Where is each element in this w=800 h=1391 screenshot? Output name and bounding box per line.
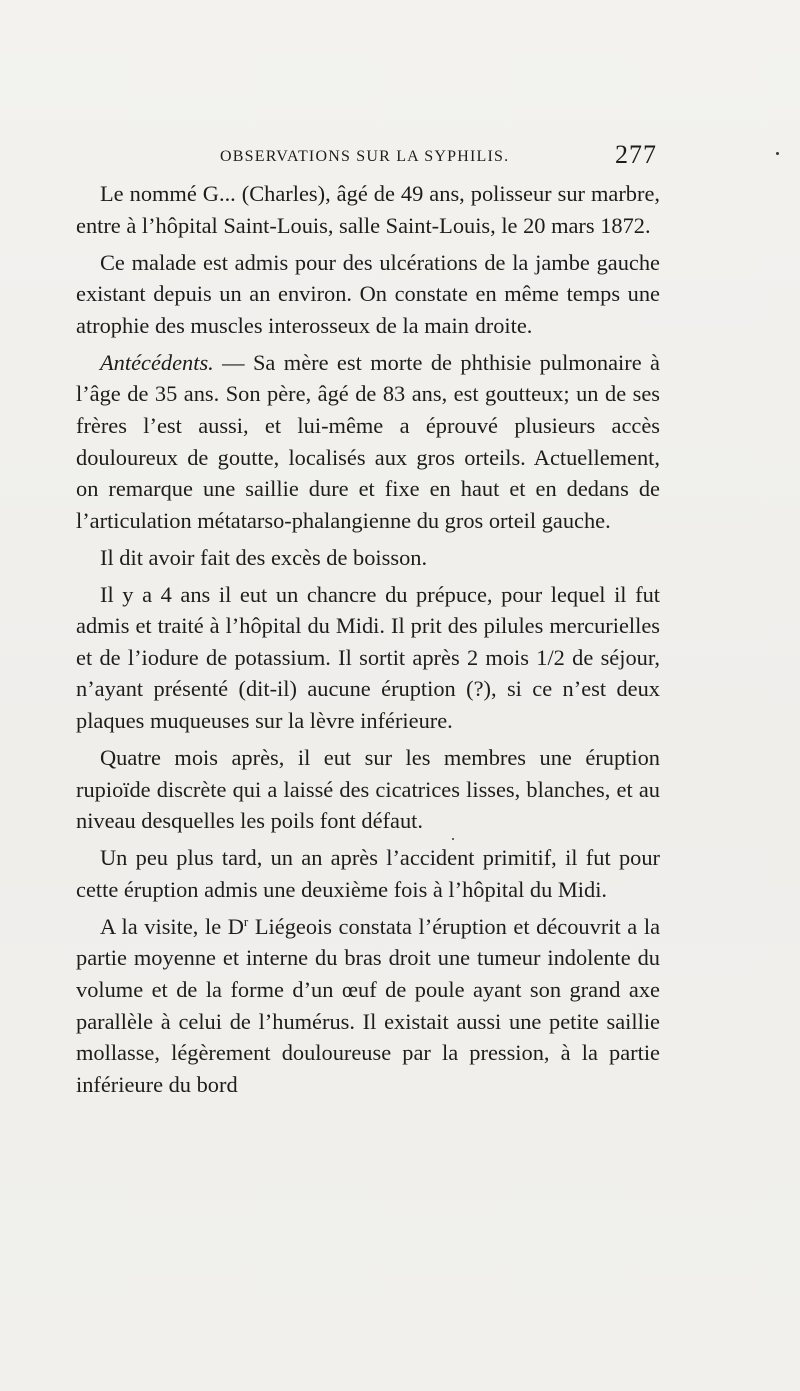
paragraph-antecedents — [76, 347, 660, 537]
body-text — [76, 178, 660, 1100]
paragraph — [76, 579, 660, 737]
paragraph-text-start: A la visite, le D — [100, 913, 244, 939]
paragraph — [76, 842, 660, 905]
paragraph-text: Il dit avoir fait des excès de boisson. — [100, 544, 428, 570]
paragraph-text: Ce malade est admis pour des ulcérations de la jambe gauche existant depuis un an environ. On constate en même temps une atrophie des muscles interosseux de la main droite. — [76, 249, 660, 338]
page-number: 277 — [615, 140, 657, 169]
paragraph — [76, 542, 660, 574]
paragraph-text: Le nommé G... (Charles), âgé de 49 ans, polisseur sur marbre, entre à l’hôpital Saint-Louis, salle Saint-Louis, le 20 mars 1872. — [76, 181, 660, 238]
paragraph — [76, 178, 660, 241]
paragraph-text: Liégeois constata l’éruption et découvrit a la partie moyenne et interne du bras droit une tumeur indolente du volume et de la forme d’un œuf de poule ayant son grand axe parallèle à celui de l’humérus. Il existait aussi une petite saillie mollasse, légèrement douloureuse par la pression, à la partie inférieure du bord — [76, 913, 661, 1097]
paragraph-text: Un peu plus tard, un an après l’accident primitif, il fut pour cette éruption admis une deuxième fois à l’hôpital du Midi. — [76, 845, 660, 902]
paragraph — [76, 911, 660, 1101]
running-header — [75, 140, 659, 176]
paragraph-text: Quatre mois après, il eut sur les membres une éruption rupioïde discrète qui a laissé des cicatrices lisses, blanches, et au niveau desquelles les poils font défaut. — [76, 745, 660, 834]
paragraph-text: — Sa mère est morte de phthisie pulmonaire à l’âge de 35 ans. Son père, âgé de 83 ans, est goutteux; un de ses frères l’est aussi, et lui-même a éprouvé plusieurs accès douloureux de goutte, localisés aux gros orteils. Actuellement, on remarque une saillie dure et fixe en haut et en dedans de l’articulation métatarso-phalangienne du gros orteil gauche. — [76, 349, 660, 533]
running-title: OBSERVATIONS SUR LA SYPHILIS. — [220, 148, 510, 165]
paragraph-text: Il y a 4 ans il eut un chancre du prépuce, pour lequel il fut admis et traité à l’hôpital du Midi. Il prit des pilules mercurielles et de l’iodure de potassium. Il sortit après 2 mois 1/2 de séjour, n’ayant présenté (dit-il) aucune éruption (?), si ce n’est deux plaques muqueuses sur la lèvre inférieure. — [76, 581, 660, 734]
paper-speck — [776, 152, 779, 155]
paragraph — [76, 742, 660, 837]
paper-speck — [452, 838, 454, 840]
superscript: r — [243, 913, 249, 929]
section-heading-antecedents: Antécédents. — [100, 349, 214, 375]
paragraph — [76, 247, 660, 342]
